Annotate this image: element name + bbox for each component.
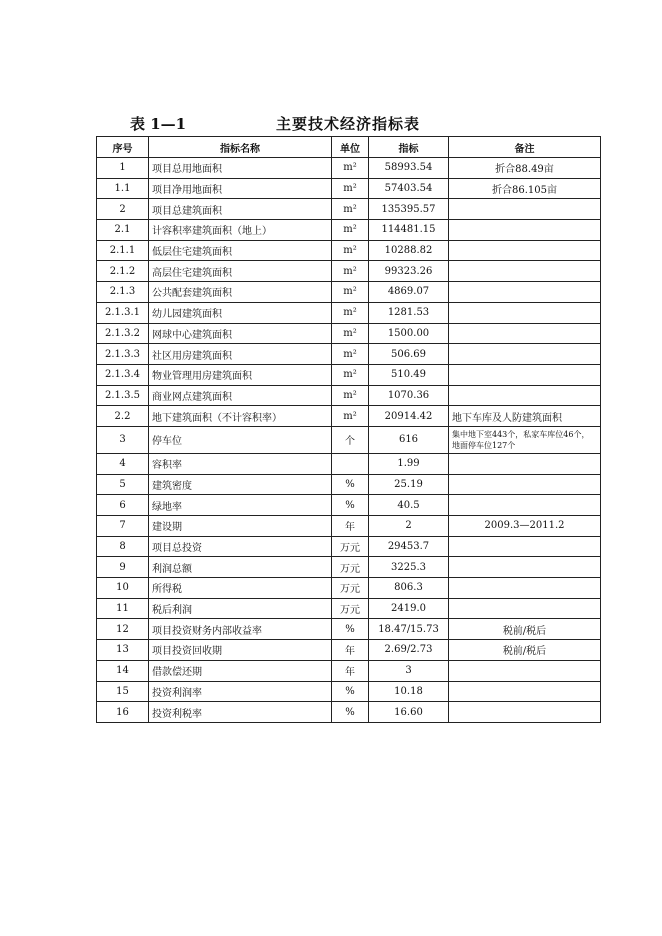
row-note (449, 702, 601, 723)
row-value: 25.19 (369, 474, 449, 495)
row-unit: m² (332, 406, 369, 427)
table-row (97, 178, 601, 199)
row-name: 高层住宅建筑面积 (149, 261, 332, 282)
row-unit: m² (332, 178, 369, 199)
row-note: 税前/税后 (449, 640, 601, 661)
table-row (97, 364, 601, 385)
table-row (97, 640, 601, 661)
row-number: 16 (97, 702, 149, 723)
row-number: 2.1.3.3 (97, 344, 149, 365)
row-note (449, 344, 601, 365)
row-name: 地下建筑面积（不计容积率） (149, 406, 332, 427)
row-name: 项目总投资 (149, 536, 332, 557)
row-name: 低层住宅建筑面积 (149, 240, 332, 261)
row-unit: 万元 (332, 536, 369, 557)
table-row (97, 385, 601, 406)
row-name: 投资利润率 (149, 681, 332, 702)
row-note (449, 240, 601, 261)
table-row (97, 158, 601, 179)
row-number: 3 (97, 426, 149, 453)
row-unit: m² (332, 364, 369, 385)
row-note (449, 598, 601, 619)
row-number: 14 (97, 660, 149, 681)
row-unit: 年 (332, 660, 369, 681)
row-number: 4 (97, 453, 149, 474)
row-number: 1 (97, 158, 149, 179)
row-value: 40.5 (369, 495, 449, 516)
table-row (97, 406, 601, 427)
row-unit: 万元 (332, 578, 369, 599)
table-row (97, 619, 601, 640)
table-row (97, 660, 601, 681)
row-number: 1.1 (97, 178, 149, 199)
table-header-row (97, 137, 601, 158)
row-unit: m² (332, 240, 369, 261)
row-unit: m² (332, 385, 369, 406)
row-value: 3 (369, 660, 449, 681)
row-note (449, 261, 601, 282)
row-note (449, 323, 601, 344)
row-name: 物业管理用房建筑面积 (149, 364, 332, 385)
row-number: 2.1 (97, 220, 149, 241)
row-note: 2009.3—2011.2 (449, 516, 601, 537)
row-value: 616 (369, 426, 449, 453)
header-name: 指标名称 (149, 137, 332, 158)
row-note (449, 364, 601, 385)
row-unit: m² (332, 220, 369, 241)
row-name: 投资利税率 (149, 702, 332, 723)
table-row (97, 495, 601, 516)
row-value: 29453.7 (369, 536, 449, 557)
row-unit: 万元 (332, 598, 369, 619)
row-note (449, 220, 601, 241)
row-value: 3225.3 (369, 557, 449, 578)
row-note (449, 282, 601, 303)
indicator-table (96, 136, 601, 723)
row-name: 容积率 (149, 453, 332, 474)
row-name: 幼儿园建筑面积 (149, 302, 332, 323)
row-unit: % (332, 702, 369, 723)
row-name: 建设期 (149, 516, 332, 537)
row-number: 2.1.3.1 (97, 302, 149, 323)
table-body (97, 158, 601, 723)
table-row (97, 240, 601, 261)
table-title: 主要技术经济指标表 (276, 115, 421, 133)
row-number: 8 (97, 536, 149, 557)
row-unit: m² (332, 282, 369, 303)
row-value: 1070.36 (369, 385, 449, 406)
row-number: 10 (97, 578, 149, 599)
row-value: 2.69/2.73 (369, 640, 449, 661)
row-value: 18.47/15.73 (369, 619, 449, 640)
row-number: 2.1.3 (97, 282, 149, 303)
row-number: 11 (97, 598, 149, 619)
row-name: 税后利润 (149, 598, 332, 619)
row-name: 公共配套建筑面积 (149, 282, 332, 303)
row-note (449, 578, 601, 599)
table-row (97, 302, 601, 323)
row-note (449, 557, 601, 578)
row-number: 2 (97, 199, 149, 220)
row-note (449, 302, 601, 323)
row-note (449, 660, 601, 681)
row-value: 99323.26 (369, 261, 449, 282)
row-value: 58993.54 (369, 158, 449, 179)
row-value: 806.3 (369, 578, 449, 599)
row-value: 506.69 (369, 344, 449, 365)
row-unit: m² (332, 158, 369, 179)
row-value: 510.49 (369, 364, 449, 385)
row-number: 12 (97, 619, 149, 640)
row-unit (332, 453, 369, 474)
row-value: 57403.54 (369, 178, 449, 199)
row-number: 15 (97, 681, 149, 702)
table-row (97, 323, 601, 344)
row-unit: m² (332, 261, 369, 282)
table-row (97, 344, 601, 365)
row-number: 7 (97, 516, 149, 537)
row-unit: m² (332, 302, 369, 323)
row-number: 2.1.3.2 (97, 323, 149, 344)
table-row (97, 282, 601, 303)
table-row (97, 681, 601, 702)
row-value: 2419.0 (369, 598, 449, 619)
row-unit: m² (332, 323, 369, 344)
row-note (449, 495, 601, 516)
row-name: 建筑密度 (149, 474, 332, 495)
row-unit: % (332, 495, 369, 516)
header-unit: 单位 (332, 137, 369, 158)
row-number: 2.1.2 (97, 261, 149, 282)
table-row (97, 474, 601, 495)
row-name: 项目总用地面积 (149, 158, 332, 179)
row-note (449, 474, 601, 495)
row-unit: m² (332, 344, 369, 365)
row-number: 13 (97, 640, 149, 661)
row-number: 5 (97, 474, 149, 495)
row-note: 集中地下室443个，私家车库位46个，地面停车位127个 (449, 426, 601, 453)
row-value: 16.60 (369, 702, 449, 723)
table-number: 表 1—1 (130, 115, 187, 133)
row-name: 网球中心建筑面积 (149, 323, 332, 344)
row-unit: 年 (332, 516, 369, 537)
row-note (449, 199, 601, 220)
row-value: 114481.15 (369, 220, 449, 241)
table-row (97, 578, 601, 599)
row-value: 1500.00 (369, 323, 449, 344)
row-note: 折合86.105亩 (449, 178, 601, 199)
row-name: 项目总建筑面积 (149, 199, 332, 220)
row-value: 2 (369, 516, 449, 537)
row-name: 项目投资财务内部收益率 (149, 619, 332, 640)
row-value: 4869.07 (369, 282, 449, 303)
row-number: 2.1.3.5 (97, 385, 149, 406)
row-value: 20914.42 (369, 406, 449, 427)
row-name: 所得税 (149, 578, 332, 599)
table-row (97, 536, 601, 557)
row-unit: % (332, 681, 369, 702)
row-unit: m² (332, 199, 369, 220)
row-note: 税前/税后 (449, 619, 601, 640)
row-value: 10288.82 (369, 240, 449, 261)
table-row (97, 199, 601, 220)
row-name: 项目投资回收期 (149, 640, 332, 661)
row-note: 地下车库及人防建筑面积 (449, 406, 601, 427)
row-unit: % (332, 619, 369, 640)
row-number: 2.1.1 (97, 240, 149, 261)
row-value: 1.99 (369, 453, 449, 474)
header-no: 序号 (97, 137, 149, 158)
table-row (97, 453, 601, 474)
table-row (97, 516, 601, 537)
table-caption (96, 113, 600, 135)
table-row (97, 557, 601, 578)
row-name: 停车位 (149, 426, 332, 453)
row-value: 10.18 (369, 681, 449, 702)
row-name: 利润总额 (149, 557, 332, 578)
row-note (449, 453, 601, 474)
row-name: 商业网点建筑面积 (149, 385, 332, 406)
row-value: 1281.53 (369, 302, 449, 323)
row-unit: 万元 (332, 557, 369, 578)
table-row (97, 261, 601, 282)
table-row (97, 220, 601, 241)
row-note (449, 385, 601, 406)
row-number: 6 (97, 495, 149, 516)
row-note: 折合88.49亩 (449, 158, 601, 179)
row-note (449, 536, 601, 557)
row-number: 2.1.3.4 (97, 364, 149, 385)
row-number: 9 (97, 557, 149, 578)
table-row (97, 426, 601, 453)
table-row (97, 702, 601, 723)
row-number: 2.2 (97, 406, 149, 427)
row-name: 绿地率 (149, 495, 332, 516)
row-note (449, 681, 601, 702)
table-row (97, 598, 601, 619)
row-name: 社区用房建筑面积 (149, 344, 332, 365)
row-unit: 年 (332, 640, 369, 661)
header-note: 备注 (449, 137, 601, 158)
row-name: 借款偿还期 (149, 660, 332, 681)
row-unit: 个 (332, 426, 369, 453)
header-value: 指标 (369, 137, 449, 158)
row-name: 计容积率建筑面积（地上） (149, 220, 332, 241)
row-unit: % (332, 474, 369, 495)
row-value: 135395.57 (369, 199, 449, 220)
row-name: 项目净用地面积 (149, 178, 332, 199)
